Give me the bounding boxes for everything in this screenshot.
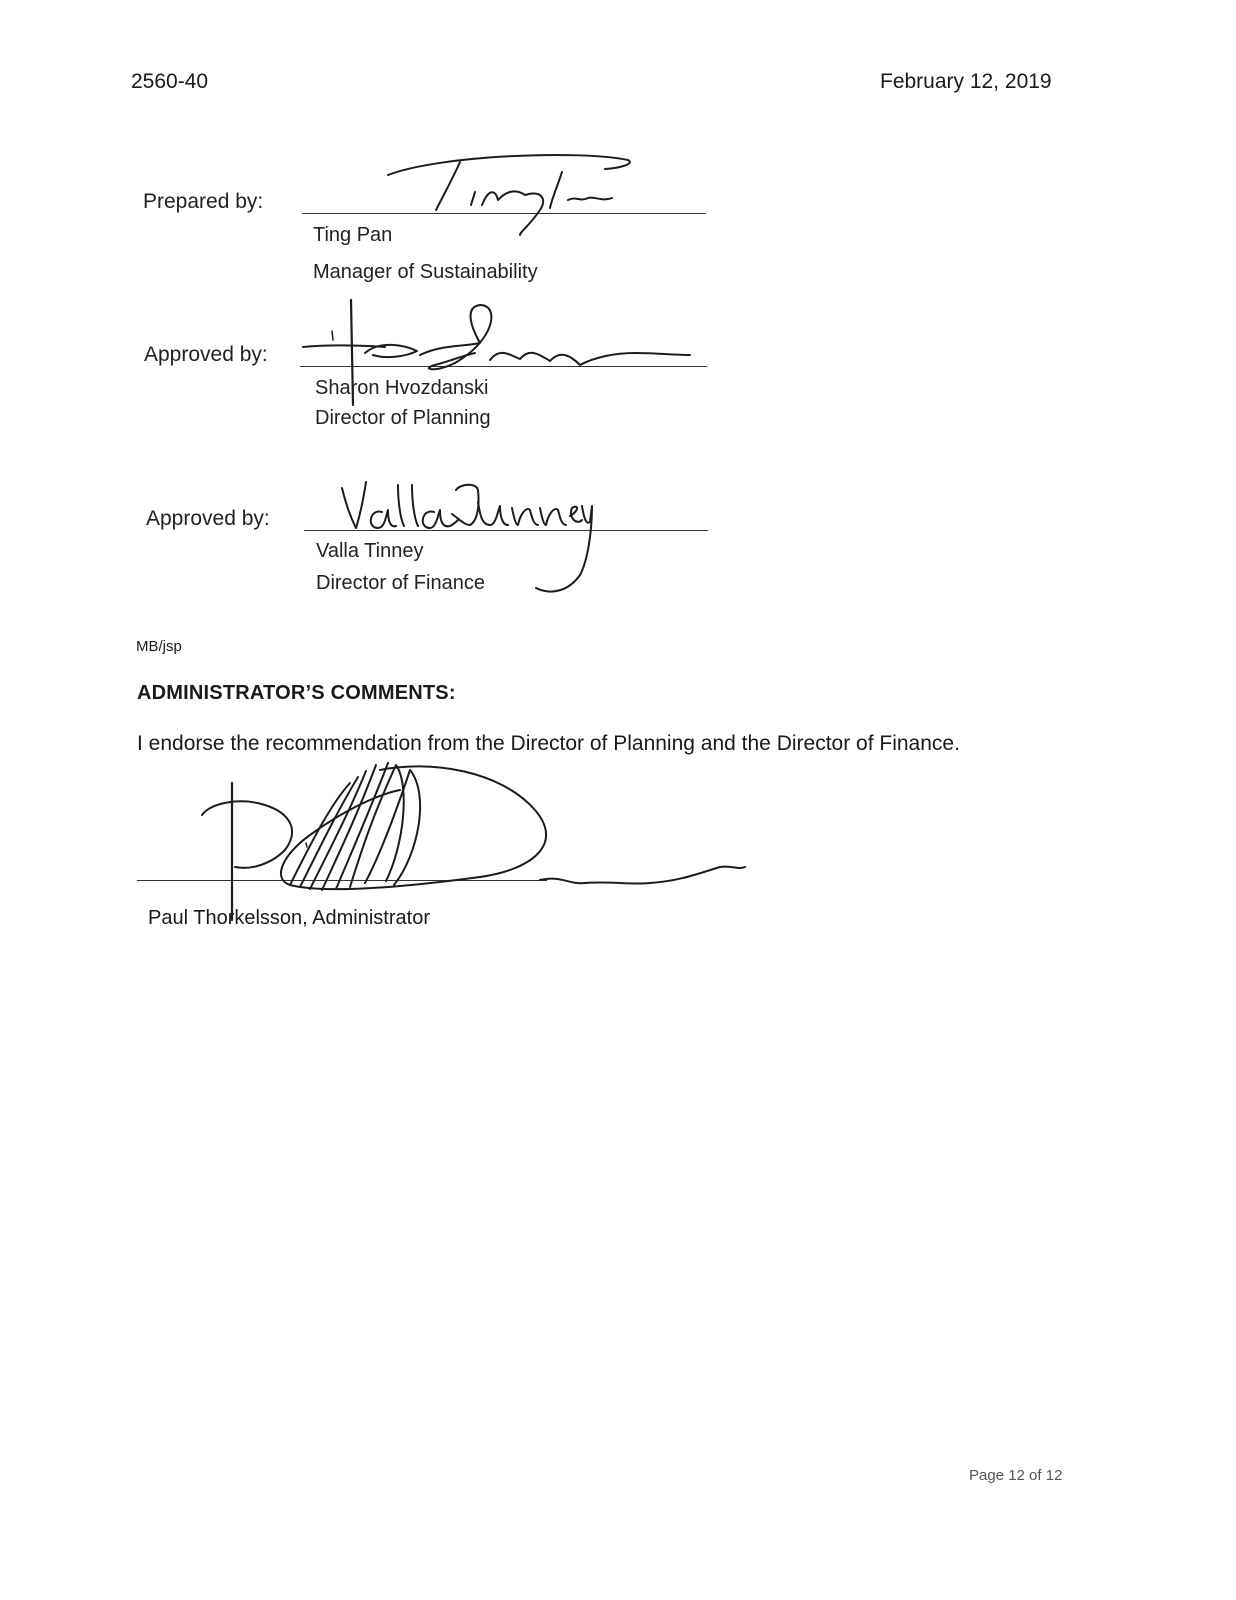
paul-thorkelsson-signature-image [190,755,760,925]
administrator-signatory-name: Paul Thorkelsson, Administrator [148,907,430,929]
approved-by-planning-label: Approved by: [144,343,268,366]
document-date: February 12, 2019 [880,70,1052,93]
administrator-comment-text: I endorse the recommendation from the Director of Planning and the Director of Finance. [137,732,960,755]
administrator-comments-heading: ADMINISTRATOR’S COMMENTS: [137,682,456,704]
ting-pan-signature-image [380,150,640,240]
approved-by-planning-title: Director of Planning [315,407,491,429]
approved-by-finance-title: Director of Finance [316,572,485,594]
reference-number: 2560-40 [131,70,209,93]
prepared-by-title: Manager of Sustainability [313,261,538,283]
approved-by-planning-name: Sharon Hvozdanski [315,377,489,399]
prepared-by-label: Prepared by: [143,190,264,213]
prepared-by-name: Ting Pan [313,224,393,246]
page-number: Page 12 of 12 [969,1467,1063,1484]
typist-initials: MB/jsp [136,638,182,655]
approved-by-finance-label: Approved by: [146,507,270,530]
approved-by-finance-name: Valla Tinney [316,540,424,562]
